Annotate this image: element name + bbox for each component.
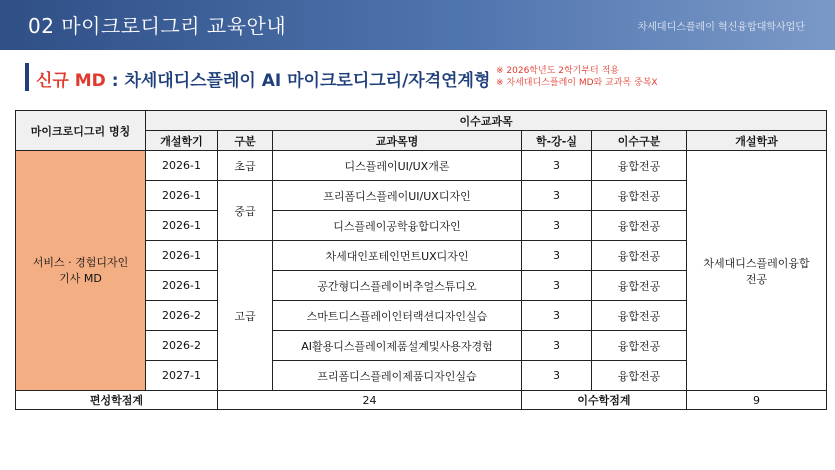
type-cell: 융합전공 — [592, 151, 687, 181]
header-department: 개설학과 — [687, 131, 827, 151]
course-cell: 디스플레이UI/UX개론 — [273, 151, 522, 181]
term-cell: 2027-1 — [146, 361, 218, 391]
table-row — [16, 151, 827, 181]
type-cell: 융합전공 — [592, 271, 687, 301]
credit-cell: 3 — [522, 241, 592, 271]
md-name-cell — [16, 151, 146, 391]
term-cell: 2026-1 — [146, 241, 218, 271]
subtitle-colon: : — [105, 71, 125, 91]
note-2: ※ 차세대디스플레이 MD와 교과목 중복X — [496, 78, 658, 88]
credit-cell: 3 — [522, 211, 592, 241]
credit-cell: 3 — [522, 301, 592, 331]
type-cell: 융합전공 — [592, 211, 687, 241]
note-1: ※ 2026학년도 2학기부터 적용 — [496, 66, 620, 76]
department-line2: 전공 — [745, 272, 768, 286]
course-cell: 차세대인포테인먼트UX디자인 — [273, 241, 522, 271]
total-planned-credits-value: 24 — [218, 391, 522, 410]
header-courses-group: 이수교과목 — [146, 111, 827, 131]
term-cell: 2026-1 — [146, 271, 218, 301]
page-title: 02 마이크로디그리 교육안내 — [28, 14, 287, 38]
header-course-name: 교과목명 — [273, 131, 522, 151]
course-cell: 디스플레이공학융합디자인 — [273, 211, 522, 241]
term-cell: 2026-2 — [146, 331, 218, 361]
department-line1: 차세대디스플레이융합 — [703, 256, 810, 270]
course-cell: 프리폼디스플레이제품디자인실습 — [273, 361, 522, 391]
subtitle-prefix: 신규 MD — [36, 71, 106, 91]
course-cell: 공간형디스플레이버추얼스튜디오 — [273, 271, 522, 301]
credit-cell: 3 — [522, 151, 592, 181]
credit-cell: 3 — [522, 361, 592, 391]
header-completion-type: 이수구분 — [592, 131, 687, 151]
term-cell: 2026-1 — [146, 181, 218, 211]
header-banner — [0, 0, 835, 50]
type-cell: 융합전공 — [592, 331, 687, 361]
total-planned-credits-label: 편성학점계 — [16, 391, 218, 410]
total-required-credits-label: 이수학점계 — [522, 391, 687, 410]
subtitle-accent-bar — [25, 63, 29, 91]
level-cell-adv: 고급 — [218, 241, 273, 391]
header-level: 구분 — [218, 131, 273, 151]
subtitle-text: 차세대디스플레이 AI 마이크로디그리/자격연계형 — [124, 71, 491, 91]
organization-name: 차세대디스플레이 혁신융합대학사업단 — [637, 22, 805, 33]
level-cell-basic: 초급 — [218, 151, 273, 181]
term-cell: 2026-2 — [146, 301, 218, 331]
credit-cell: 3 — [522, 271, 592, 301]
md-name-line1: 서비스 · 경험디자인 — [32, 255, 129, 269]
credit-cell: 3 — [522, 181, 592, 211]
section-subtitle — [36, 66, 490, 91]
notes — [496, 65, 658, 89]
credit-cell: 3 — [522, 331, 592, 361]
term-cell: 2026-1 — [146, 211, 218, 241]
total-required-credits-value: 9 — [687, 391, 827, 410]
type-cell: 융합전공 — [592, 181, 687, 211]
header-md-name: 마이크로디그리 명칭 — [16, 111, 146, 151]
header-term: 개설학기 — [146, 131, 218, 151]
term-cell: 2026-1 — [146, 151, 218, 181]
header-credits: 학-강-실 — [522, 131, 592, 151]
department-cell — [687, 151, 827, 391]
course-cell: AI활용디스플레이제품설계및사용자경험 — [273, 331, 522, 361]
total-row — [16, 391, 827, 410]
type-cell: 융합전공 — [592, 361, 687, 391]
course-cell: 스마트디스플레이인터랙션디자인실습 — [273, 301, 522, 331]
course-cell: 프리폼디스플레이UI/UX디자인 — [273, 181, 522, 211]
type-cell: 융합전공 — [592, 241, 687, 271]
md-name-line2: 기사 MD — [59, 271, 102, 285]
course-table — [15, 110, 827, 410]
type-cell: 융합전공 — [592, 301, 687, 331]
level-cell-mid: 중급 — [218, 181, 273, 241]
